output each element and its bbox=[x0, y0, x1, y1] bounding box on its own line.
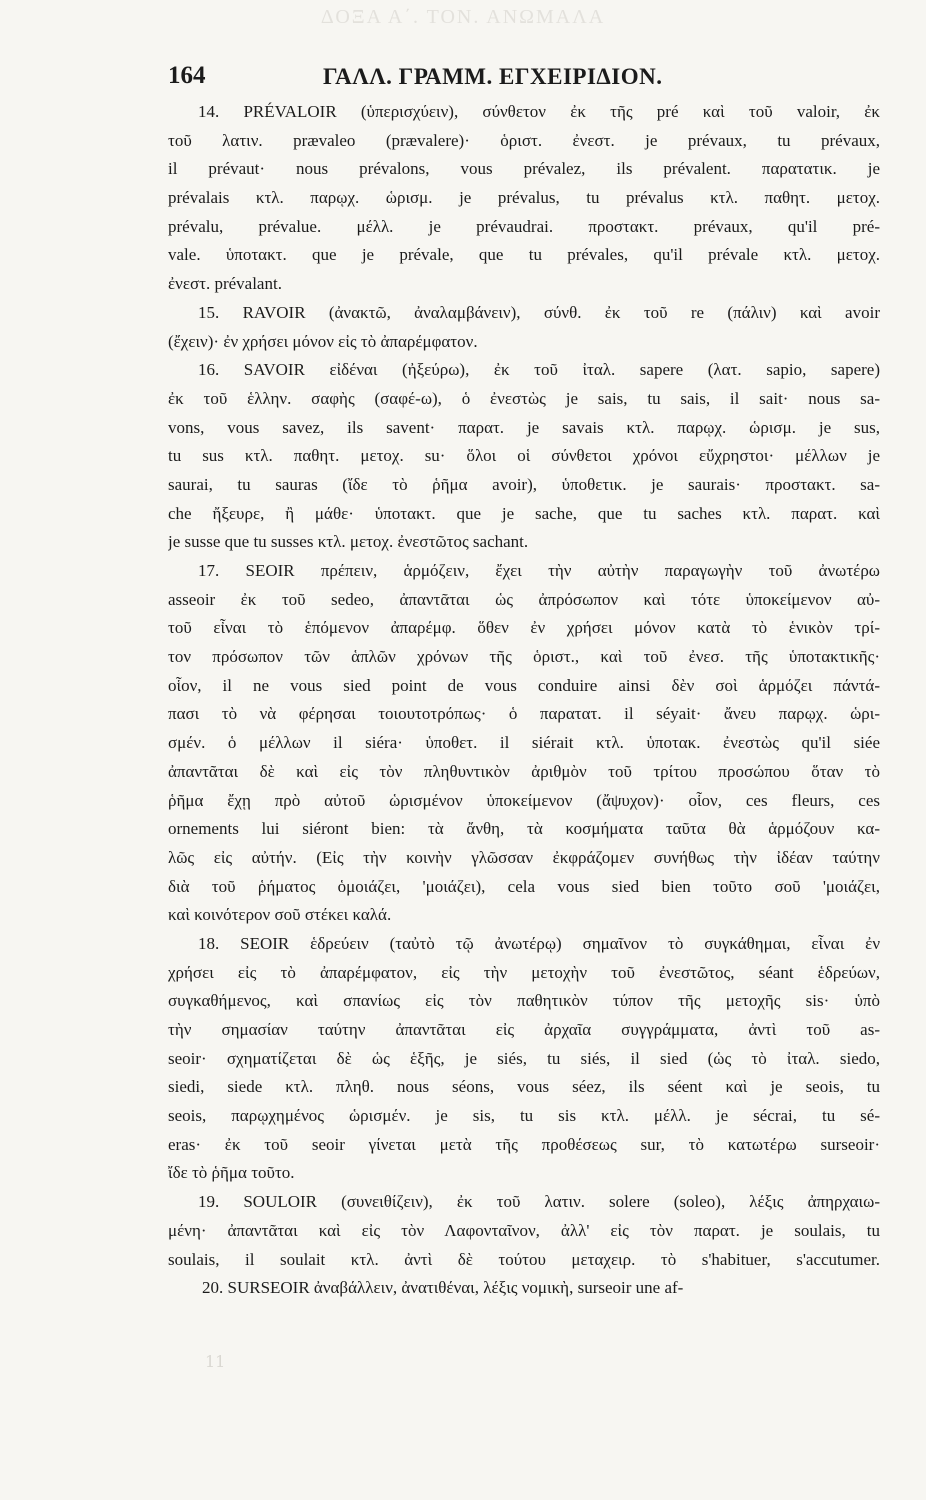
text-line: 16. SAVOIR εἰδέναι (ἠξεύρω), ἐκ τοῦ ἰταλ. sapere (λατ. sapio, sapere) bbox=[198, 360, 880, 380]
text-line: μένη· ἀπαντᾶται καὶ εἰς τὸν Λαφονταῖνον, ἀλλ' εἰς τὸν παρατ. je soulais, tu bbox=[168, 1220, 880, 1240]
text-line: vons, vous savez, ils savent· παρατ. je savais κτλ. παρῳχ. ὡρισμ. je sus, bbox=[168, 417, 880, 437]
text-line: ἐκ τοῦ ἑλλην. σαφὴς (σαφέ-ω), ὁ ἐνεστὼς je sais, tu sais, il sait· nous sa- bbox=[168, 388, 880, 408]
text-line: τοῦ εἶναι τὸ ἑπόμενον ἀπαρέμφ. ὅθεν ἐν χρήσει μόνον κατὰ τὸ ἑνικὸν τρί- bbox=[168, 618, 880, 638]
text-line: σμέν. ὁ μέλλων il siéra· ὑποθετ. il siérait κτλ. ὑποτακ. ἐνεστὼς qu'il siée bbox=[168, 733, 880, 753]
text-line: διὰ τοῦ ῥήματος ὁμοιάζει, 'μοιάζει), cela vous sied bien τοῦτο σοῦ 'μοιάζει, bbox=[168, 876, 880, 896]
text-line: 17. SEOIR πρέπειν, ἁρμόζειν, ἔχει τὴν αὐτὴν παραγωγὴν τοῦ ἀνωτέρω bbox=[198, 561, 880, 580]
text-line: τοῦ λατιν. prævaleo (prævalere)· ὁριστ. ἐνεστ. je prévaux, tu prévaux, bbox=[168, 130, 880, 150]
text-line: 19. SOULOIR (συνειθίζειν), ἐκ τοῦ λατιν. solere (soleo), λέξις ἀπηρχαιω- bbox=[198, 1192, 880, 1212]
text-line: eras· ἐκ τοῦ seoir γίνεται μετὰ τῆς προθέσεως sur, τὸ κατωτέρω surseoir· bbox=[168, 1134, 880, 1154]
text-line: ῥῆμα ἔχῃ πρὸ αὐτοῦ ὡρισμένον ὑποκείμενον (ἄψυχον)· οἷον, ces fleurs, ces bbox=[168, 790, 880, 810]
bleed-through-header: ΔΟΞΑ Α΄. ΤΟΝ. ΑΝΩΜΑΛΑ bbox=[320, 6, 606, 28]
text-line: 18. SEOIR ἑδρεύειν (ταὐτὸ τῷ ἀνωτέρῳ) σημαῖνον τὸ συγκάθημαι, εἶναι ἐν bbox=[198, 933, 880, 953]
text-line: asseoir ἐκ τοῦ sedeo, ἀπαντᾶται ὡς ἀπρόσωπον καὶ τότε ὑποκείμενον αὐ- bbox=[168, 589, 880, 609]
text-line: siedi, siede κτλ. πληθ. nous séons, vous séez, ils séent καὶ je seois, tu bbox=[168, 1077, 880, 1097]
text-line: seoir· σχηματίζεται δὲ ὡς ἑξῆς, je siés, tu siés, il sied (ὡς τὸ ἰταλ. siedo, bbox=[168, 1048, 880, 1068]
text-line: (ἔχειν)· ἐν χρήσει μόνον εἰς τὸ ἀπαρέμφατον. bbox=[168, 331, 478, 351]
running-header bbox=[168, 58, 880, 98]
text-line: 20. SURSEOIR ἀναβάλλειν, ἀνατιθέναι, λέξις νομικὴ, surseoir une af- bbox=[202, 1278, 684, 1298]
page-number: 164 bbox=[168, 62, 206, 89]
text-line: λῶς εἰς αὐτήν. (Εἰς τὴν κοινὴν γλῶσσαν ἐκφράζομεν συνήθως τὴν ἰδέαν ταύτην bbox=[168, 847, 880, 867]
text-line: seois, παρῳχημένος ὡρισμέν. je sis, tu sis κτλ. μέλλ. je sécrai, tu sé- bbox=[168, 1106, 880, 1126]
text-line: τὴν σημασίαν ταύτην ἀπαντᾶται εἰς ἀρχαῖα συγγράμματα, ἀντὶ τοῦ as- bbox=[168, 1020, 880, 1039]
text-line: je susse que tu susses κτλ. μετοχ. ἐνεστῶτος sachant. bbox=[168, 532, 529, 552]
text-line: soulais, il soulait κτλ. ἀντὶ δὲ τούτου μεταχειρ. τὸ s'habituer, s'accutumer. bbox=[168, 1249, 880, 1269]
text-line: vale. ὑποτακτ. que je prévale, que tu prévales, qu'il prévale κτλ. μετοχ. bbox=[168, 245, 880, 265]
text-line: 14. PRÉVALOIR (ὑπερισχύειν), σύνθετον ἐκ τῆς pré καὶ τοῦ valoir, ἐκ bbox=[198, 102, 880, 121]
text-line: 15. RAVOIR (ἀνακτῶ, ἀναλαμβάνειν), σύνθ. ἐκ τοῦ re (πάλιν) καὶ avoir bbox=[198, 302, 880, 322]
text-line: καὶ κοινότερον σοῦ στέκει καλά. bbox=[168, 905, 392, 925]
text-line: ἐνεστ. prévalant. bbox=[168, 274, 282, 294]
text-line: ἴδε τὸ ῥῆμα τοῦτο. bbox=[168, 1163, 295, 1183]
text-line: prévalu, prévalue. μέλλ. je prévaudrai. προστακτ. prévaux, qu'il pré- bbox=[168, 216, 880, 236]
text-line: οἷον, il ne vous sied point de vous conduire ainsi δὲν σοὶ ἁρμόζει πάντά- bbox=[168, 675, 880, 695]
text-line: tu sus κτλ. παθητ. μετοχ. su· ὅλοι οἱ σύνθετοι χρόνοι εὔχρηστοι· μέλλων je bbox=[168, 446, 880, 466]
text-line: τον πρόσωπον τῶν ἁπλῶν χρόνων τῆς ὁριστ., καὶ τοῦ ἐνεσ. τῆς ὑποτακτικῆς· bbox=[168, 647, 880, 667]
text-line: prévalais κτλ. παρῳχ. ὡρισμ. je prévalus, tu prévalus κτλ. παθητ. μετοχ. bbox=[168, 188, 880, 208]
text-line: ἀπαντᾶται δὲ καὶ εἰς τὸν πληθυντικὸν ἀριθμὸν τοῦ τρίτου προσώπου ὅταν τὸ bbox=[168, 761, 880, 781]
text-line: ornements lui siéront bien: τὰ ἄνθη, τὰ κοσμήματα ταῦτα θὰ ἁρμόζουν κα- bbox=[168, 819, 880, 839]
body-text bbox=[168, 98, 880, 1303]
text-line: che ἤξευρε, ἢ μάθε· ὑποτακτ. que je sache, que tu saches κτλ. παρατ. καὶ bbox=[168, 503, 880, 523]
text-line: χρήσει εἰς τὸ ἀπαρέμφατον, εἰς τὴν μετοχὴν τοῦ ἐνεστῶτος, séant ἑδρεύων, bbox=[168, 962, 880, 982]
text-line: πασι τὸ νὰ φέρησαι τοιουτοτρόπως· ὁ παρατατ. il séyait· ἄνευ παρῳχ. ὡρι- bbox=[168, 704, 880, 724]
text-line: συγκαθήμενος, καὶ σπανίως εἰς τὸν παθητικὸν τύπον τῆς μετοχῆς sis· ὑπὸ bbox=[168, 991, 880, 1011]
text-line: saurai, tu sauras (ἴδε τὸ ῥῆμα avoir), ὑποθετικ. je saurais· προστακτ. sa- bbox=[168, 474, 880, 494]
bleed-through-mark: 11 bbox=[205, 1352, 226, 1371]
text-line: il prévaut· nous prévalons, vous prévalez, ils prévalent. παρατατικ. je bbox=[168, 159, 880, 179]
running-title: ΓΑΛΛ. ΓΡΑΜΜ. ΕΓΧΕΙΡΙΔΙΟΝ. bbox=[323, 64, 663, 89]
book-page bbox=[168, 58, 880, 1303]
